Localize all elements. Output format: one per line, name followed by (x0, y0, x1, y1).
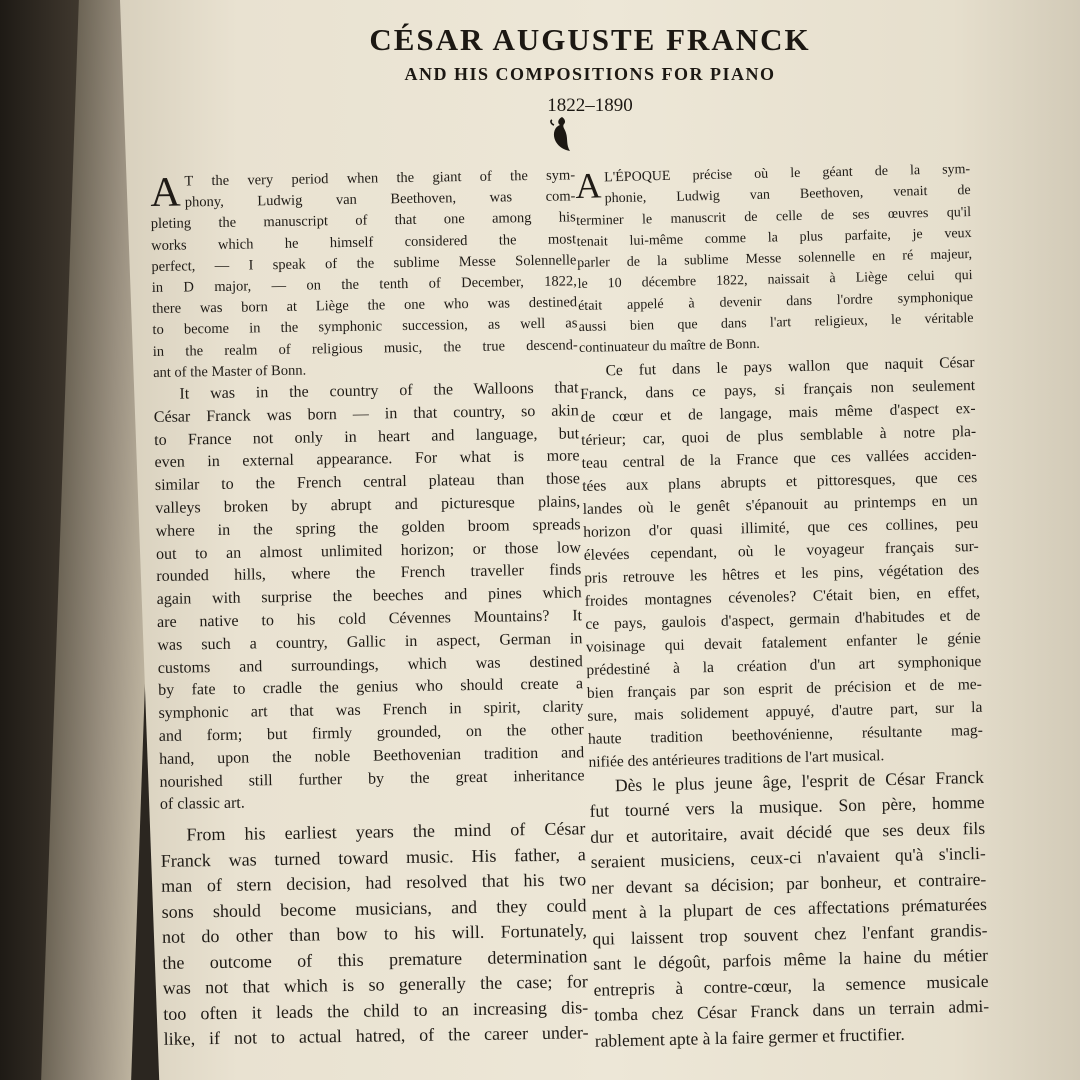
text-line: froides montagnes cévenoles? C'était bien, en effet, (584, 583, 980, 610)
text-line: élevées cependant, où le voyageur français sur- (583, 537, 979, 564)
text-line: landes où le genêt s'épanouit au printemps en un (582, 491, 978, 518)
text-line: Franck, dans ce pays, si français non seulement (579, 376, 976, 403)
text-line: ment à la plupart de ces affectations prématurées (591, 894, 988, 923)
text-line: haute tradition beethovénienne, résultante mag- (587, 721, 984, 748)
text-line: there was born at Liège the one who was destined (152, 294, 578, 318)
text-line: in the realm of religious music, the true descend- (152, 336, 578, 360)
text-line: Dès le plus jeune âge, l'esprit de César Franck (614, 766, 985, 795)
french-paragraph-2 (579, 351, 983, 774)
text-line: qui laissent trop souvent chez l'enfant grandis- (592, 919, 988, 949)
text-line: valleys broken by abrupt and picturesque plains, (155, 493, 581, 517)
text-line: parler de la sublime Messe solennelle en ré majeur, (577, 247, 973, 272)
text-line: by fate to cradle the genius who should create a (158, 675, 584, 700)
text-line: Ce fut dans le pays wallon que naquit César (605, 353, 975, 380)
text-line: the outcome of this premature determination (162, 945, 588, 973)
text-line: sons should become musicians, and they could (161, 894, 587, 922)
french-paragraph-3 (589, 765, 990, 1054)
page-title: CÉSAR AUGUSTE FRANCK (369, 22, 811, 57)
text-line: in D major, — on the tenth of December, 1822, (151, 273, 577, 297)
text-line: de cœur et de langage, mais même d'aspect ex- (580, 399, 976, 426)
text-line: nourished still further by the great inheritance (159, 766, 585, 791)
english-column (150, 165, 589, 1052)
leaf-ornament-icon (548, 115, 576, 153)
text-line: symphonic art that was French in spirit, clarity (158, 698, 584, 723)
text-line: ce pays, gaulois d'aspect, germain d'habitudes et de (585, 606, 981, 633)
text-line: César Franck was born — in that country, so akin (153, 402, 579, 426)
text-line: entrepris à contre-cœur, la semence musicale (593, 970, 989, 1000)
english-paragraph-1 (150, 165, 578, 384)
text-line: voisinage qui devait fatalement enfanter le génie (585, 629, 981, 656)
text-line: nifiée des antérieures traditions de l'art musical. (588, 746, 885, 771)
text-line: ant of the Master of Bonn. (153, 362, 307, 381)
text-line: sure, mais solidement appuyé, d'autre part, sur la (587, 698, 983, 725)
text-line: similar to the French central plateau than those (154, 470, 581, 495)
french-paragraph-1 (575, 159, 974, 360)
text-line: It was in the country of the Walloons that (179, 379, 579, 403)
text-line: tenait lui-même comme la plus parfaite, je veux (576, 225, 972, 250)
text-line: horizon d'or quasi illimité, que ces collines, peu (583, 514, 979, 541)
page-subtitle: AND HIS COMPOSITIONS FOR PIANO (404, 64, 776, 84)
text-line: bien français par son esprit de précision et de me- (586, 675, 983, 702)
text-line: continuateur du maître de Bonn. (578, 337, 761, 357)
text-line: rablement apte à la faire germer et fructifier. (594, 1023, 905, 1051)
text-line: was not that which is so generally the case; for (162, 971, 588, 999)
text-line: sant le dégoût, parfois même la haine du métier (592, 945, 989, 974)
life-dates: 1822–1890 (547, 95, 633, 116)
text-line: tomba chez César Franck dans un terrain admi- (593, 995, 990, 1025)
text-line: prédestiné à la création d'un art symphonique (586, 652, 982, 679)
text-line: not do other than bow to his will. Fortunately, (161, 920, 588, 948)
text-line: to France not only in heart and language, but (154, 424, 580, 449)
text-line: of classic art. (159, 794, 245, 814)
text-line: phonie, Ludwig van Beethoven, venait de (604, 183, 971, 207)
text-line: to become in the symphonic succession, as well as (152, 315, 578, 339)
text-line: hand, upon the noble Beethovenian tradition and (159, 744, 585, 768)
text-line: like, if not to actual hatred, of the career under- (163, 1022, 589, 1050)
text-line: was such a country, Gallic in aspect, German in (157, 630, 583, 654)
text-line: where in the spring the golden broom spreads (155, 516, 581, 540)
text-line: T the very period when the giant of the sym- (184, 167, 576, 190)
english-paragraph-2 (153, 377, 585, 817)
text-line: ner devant sa décision; par bonheur, et contraire- (591, 868, 987, 898)
text-line: était appelé à devenir dans l'ordre symphonique (577, 289, 974, 314)
text-line: dur et autoritaire, avait décidé que ses deux fils (589, 817, 986, 847)
text-line: teau central de la France que ces vallées acciden- (581, 445, 977, 472)
text-line: L'ÉPOQUE précise où le géant de la sym- (604, 162, 971, 186)
text-line: fut tourné vers la musique. Son père, homme (589, 792, 985, 822)
text-line: again with surprise the beeches and pines which (156, 584, 582, 609)
text-line: even in external appearance. For what is more (154, 447, 580, 472)
text-line: out to an almost unlimited horizon; or those low (155, 538, 582, 563)
drop-cap: A (574, 165, 602, 206)
text-line: man of stern decision, had resolved that his two (161, 869, 587, 897)
text-line: too often it leads the child to an increasing dis- (163, 996, 589, 1024)
text-line: aussi bien que dans l'art religieux, le véritable (578, 311, 974, 336)
text-line: pleting the manuscript of that one among his (150, 209, 576, 233)
text-line: phony, Ludwig van Beethoven, was com- (184, 188, 576, 211)
text-line: terminer le manuscrit de celle de ses œuvres qu'il (576, 204, 972, 229)
french-column (575, 159, 990, 1054)
text-line: Franck was turned toward music. His father, a (160, 843, 586, 871)
text-line: seraient musiciens, ceux-ci n'avaient qu'à s'incli- (590, 843, 986, 872)
english-paragraph-3 (160, 816, 589, 1052)
text-line: le 10 décembre 1822, naissait à Liège celui qui (577, 268, 973, 293)
text-line: tées aux plans abrupts et pittoresques, que ces (582, 468, 978, 495)
text-line: térieur; car, quoi de plus semblable à notre pla- (580, 422, 977, 449)
text-line: rounded hills, where the French traveller finds (156, 561, 582, 586)
text-line: and form; but firmly grounded, on the other (158, 721, 584, 745)
page-header (300, 22, 880, 117)
text-line: From his earliest years the mind of César (186, 818, 586, 845)
text-line: perfect, — I speak of the sublime Messe Solennelle (151, 252, 577, 275)
text-line: customs and surroundings, which was destined (157, 652, 583, 677)
text-line: are native to his cold Cévennes Mountains? It (156, 607, 583, 631)
text-line: pris retrouve les hêtres et les pins, végétation des (584, 560, 980, 587)
drop-cap: A (149, 169, 182, 216)
text-line: works which he himself considered the most (151, 230, 577, 254)
